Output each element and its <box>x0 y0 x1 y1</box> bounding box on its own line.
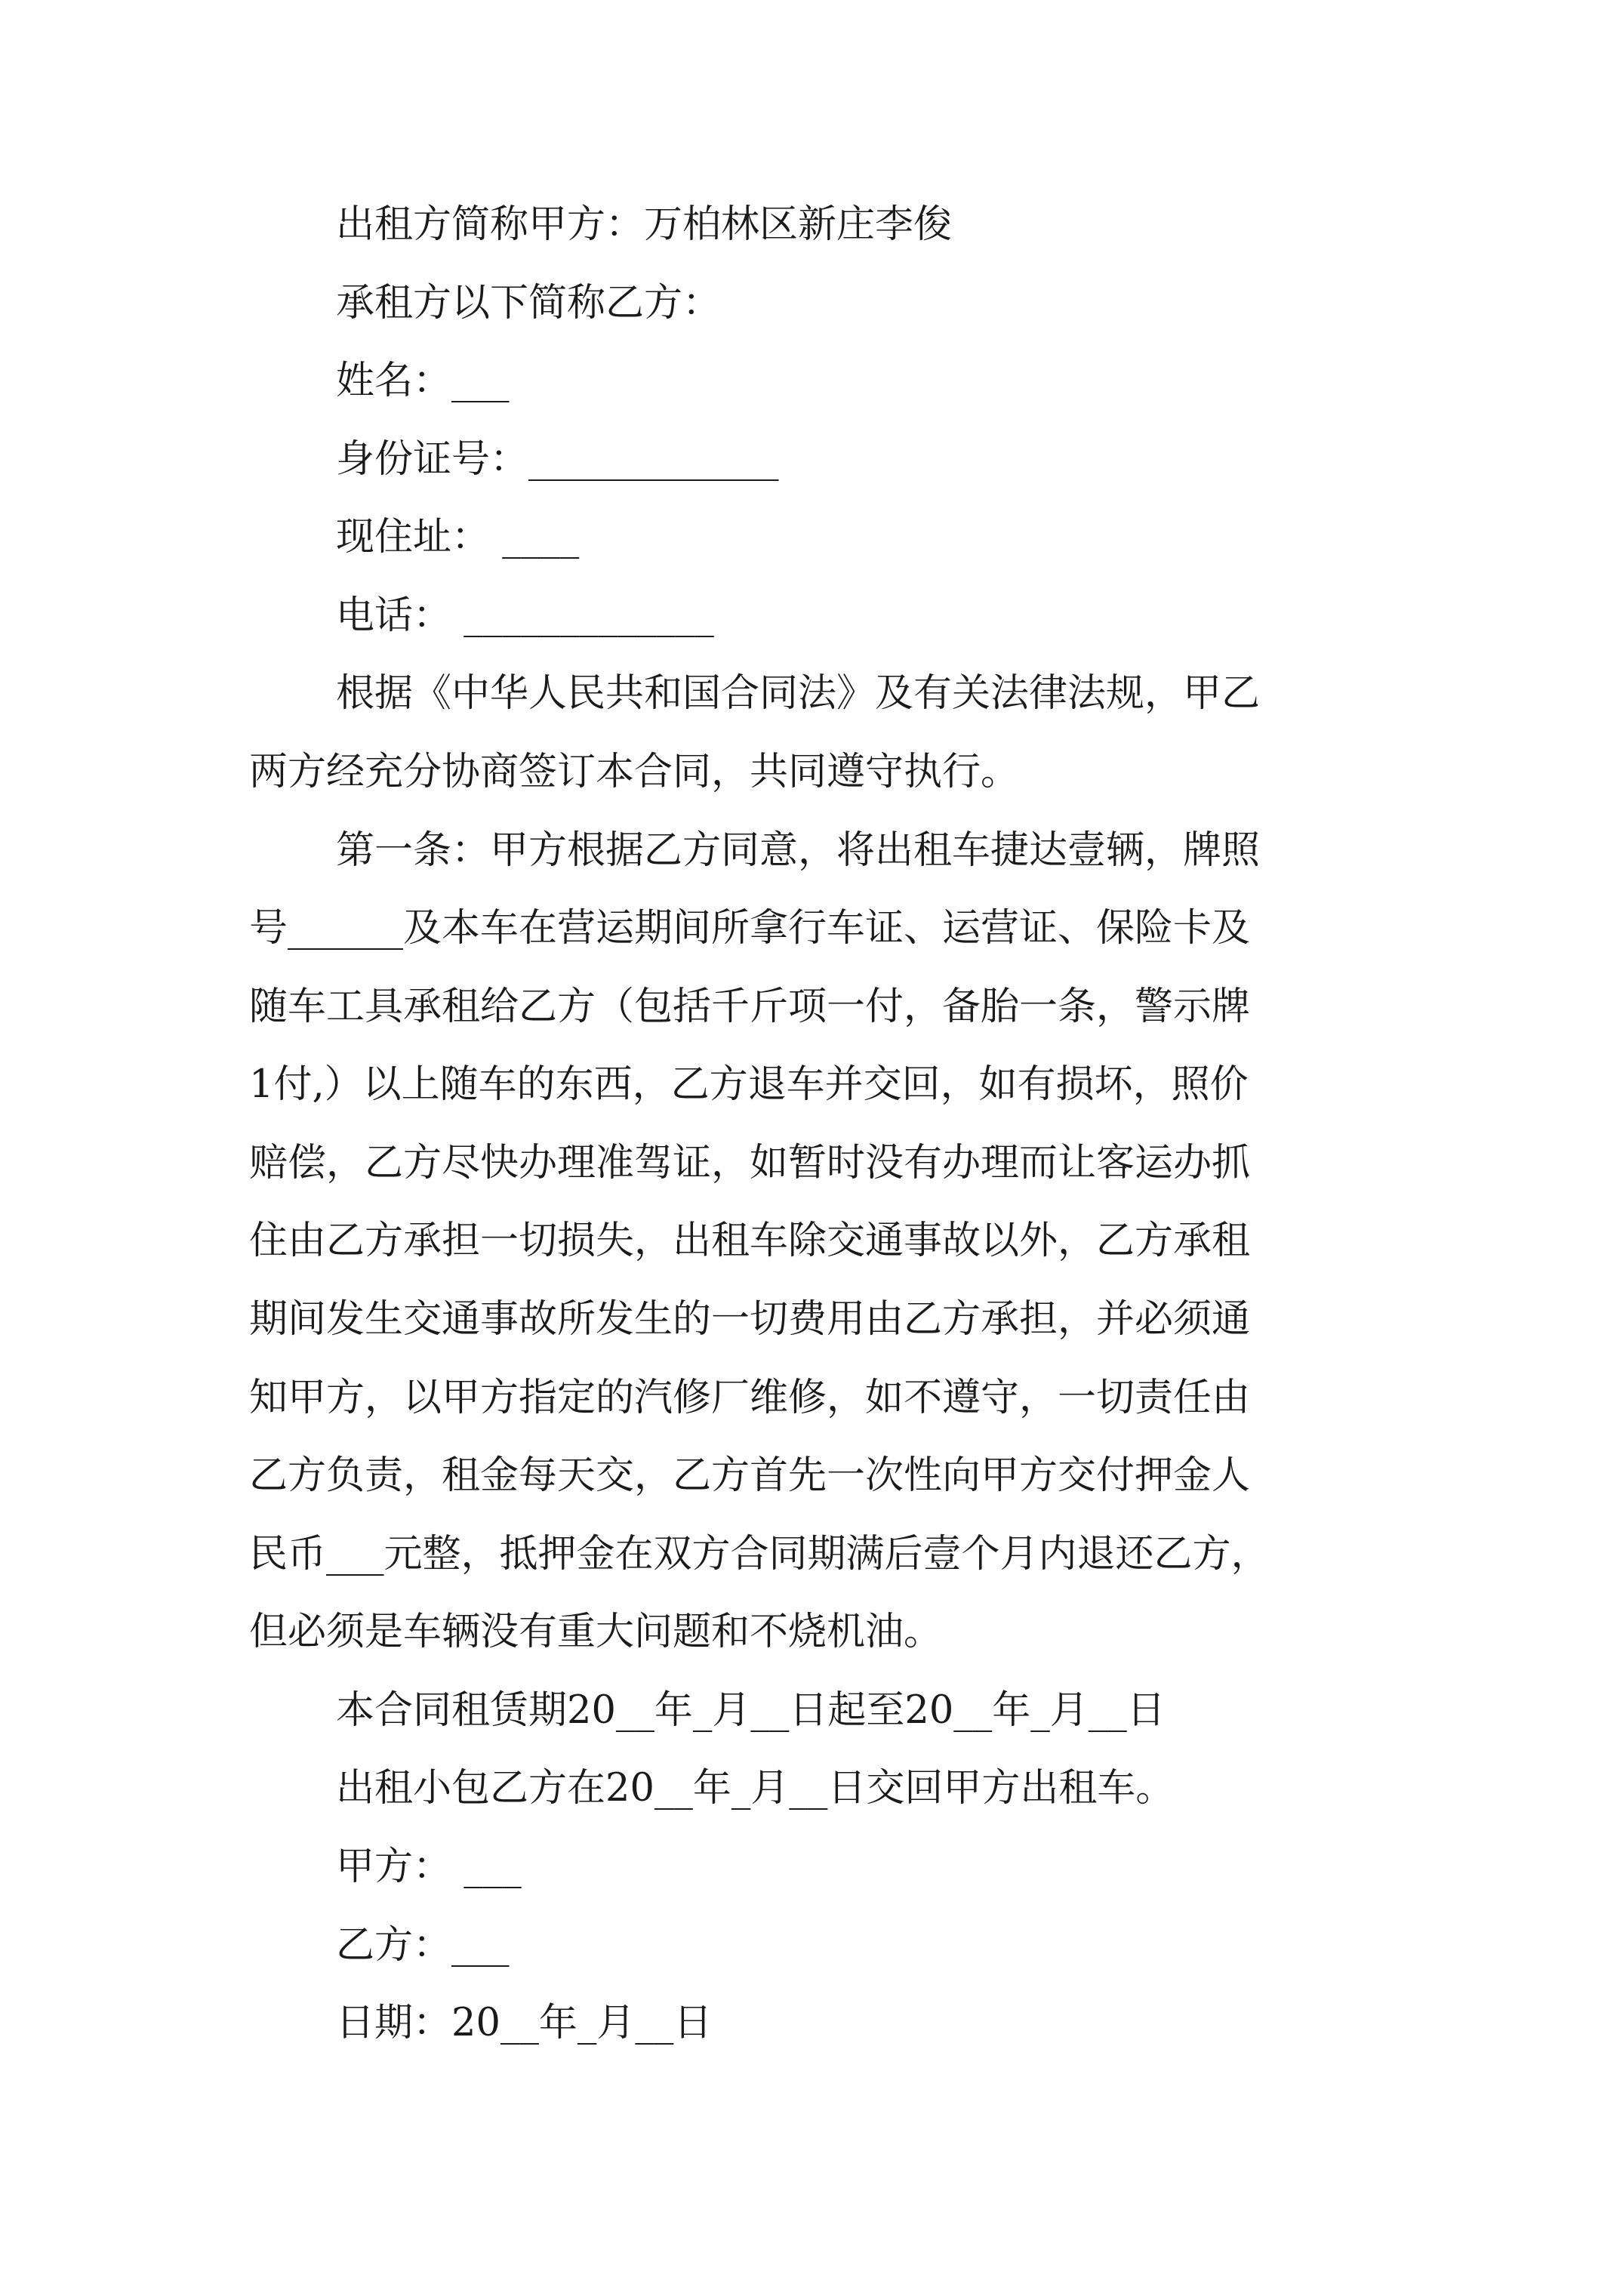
name-field: 姓名：___ <box>336 359 510 403</box>
article-one-line-3: 随车工具承租给乙方（包括千斤项一付，备胎一条，警示牌 <box>249 985 1251 1029</box>
article-one-line-5: 赔偿，乙方尽快办理准驾证，如暂时没有办理而让客运办抓 <box>249 1141 1251 1185</box>
legal-basis-line-2: 两方经充分协商签订本合同，共同遵守执行。 <box>249 750 1020 794</box>
article-one-line-10: 民币___元整，抵押金在双方合同期满后壹个月内退还乙方， <box>249 1532 1270 1576</box>
article-one-line-11: 但必须是车辆没有重大问题和不烧机油。 <box>249 1610 943 1654</box>
article-one-line-6: 住由乙方承担一切损失，出租车除交通事故以外，乙方承租 <box>249 1219 1251 1263</box>
article-one-line-9: 乙方负责，租金每天交，乙方首先一次性向甲方交付押金人 <box>249 1453 1251 1498</box>
lessee-heading: 承租方以下简称乙方： <box>336 281 722 325</box>
legal-basis-line-1: 根据《中华人民共和国合同法》及有关法律法规，甲乙 <box>336 671 1261 716</box>
article-one-line-2: 号______及本车在营运期间所拿行车证、运营证、保险卡及 <box>249 906 1251 951</box>
lessor-line: 出租方简称甲方：万柏林区新庄李俊 <box>336 202 953 247</box>
article-one-line-4: 1付,）以上随车的东西，乙方退车并交回，如有损坏，照价 <box>249 1062 1249 1107</box>
party-b-signature: 乙方：___ <box>336 1923 510 1968</box>
party-a-signature: 甲方： ___ <box>336 1845 522 1889</box>
article-one-line-8: 知甲方，以甲方指定的汽修厂维修，如不遵守，一切责任由 <box>249 1376 1251 1420</box>
lease-term-line: 本合同租赁期20__年_月__日起至20__年_月__日 <box>336 1688 1166 1733</box>
return-date-line: 出租小包乙方在20__年_月__日交回甲方出租车。 <box>336 1766 1175 1811</box>
article-one-line-1: 第一条：甲方根据乙方同意，将出租车捷达壹辆，牌照 <box>336 828 1261 873</box>
signing-date: 日期：20__年_月__日 <box>336 2001 713 2045</box>
article-one-line-7: 期间发生交通事故所发生的一切费用由乙方承担，并必须通 <box>249 1297 1251 1342</box>
address-field: 现住址： ____ <box>336 515 580 559</box>
id-number-field: 身份证号：_____________ <box>336 437 779 482</box>
phone-field: 电话： _____________ <box>336 593 714 638</box>
